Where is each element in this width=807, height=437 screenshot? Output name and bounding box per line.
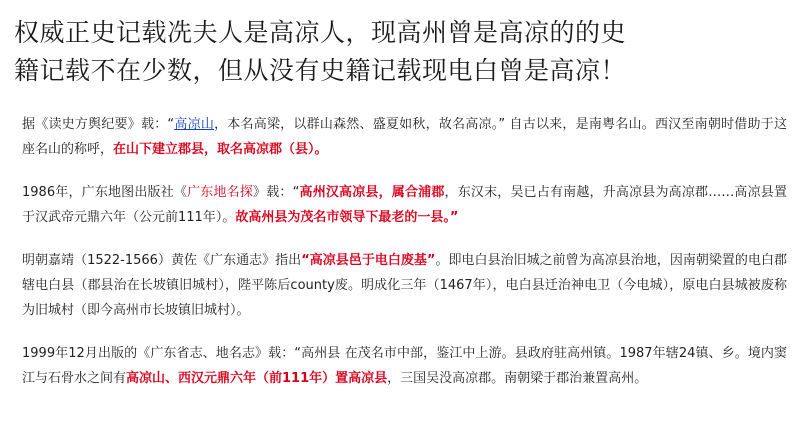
highlight-segment: 在山下建立郡县，取名高凉郡（县）。 xyxy=(113,142,328,157)
page-title-line-2: 籍记载不在少数，但从没有史籍记载现电白曾是高凉！ xyxy=(14,56,627,85)
text-segment: 高州。 xyxy=(608,371,648,386)
page-title-line-1: 权威正史记载冼夫人是高凉人，现高州曾是高凉的的史 xyxy=(14,18,627,47)
text-segment: 据《读史方舆纪要》载：“ xyxy=(22,117,175,132)
text-segment: （今电城），原电白县城被废称为旧城村（即今高州市长坡镇旧城村）。 xyxy=(22,278,787,318)
highlight-segment: “高凉县邑于电白废基” xyxy=(301,253,436,268)
text-segment: 明朝嘉靖（1522-1566）黄佐《广东通志》指出 xyxy=(22,253,302,268)
text-segment: ，三国吴没高凉郡。南朝梁于郡治兼置 xyxy=(387,371,609,386)
page-title xyxy=(14,14,795,90)
highlight-segment: 故高州县为茂名市领导下最老的一县。” xyxy=(235,210,459,225)
text-segment: 》载：“ xyxy=(253,185,300,200)
paragraph-2 xyxy=(22,180,787,230)
text-segment: 郡……高凉县置于汉武帝元鼎六年（公元前111年）。 xyxy=(22,185,787,225)
link-gaoliangshan[interactable]: 高凉山 xyxy=(174,117,215,132)
highlight-segment: 置高凉县 xyxy=(335,371,388,386)
article-body xyxy=(12,112,795,391)
highlight-segment: 广东地名探 xyxy=(187,185,254,200)
text-segment: 镇、乡。境内窦江与石骨水之间有 xyxy=(22,346,787,386)
text-segment: 1986年，广东地图出版社《 xyxy=(22,185,188,200)
highlight-segment: 高凉山、西汉元鼎六年（前111年） xyxy=(126,371,336,386)
paragraph-4 xyxy=(22,341,787,391)
highlight-segment: 高州汉高凉县，属合浦郡 xyxy=(299,185,445,200)
text-segment: 朝梁置的电白郡辖电白县（郡县治在长坡镇旧城村），陛平陈后county废。明成化三年（1467年），电白县迁治神电卫 xyxy=(22,253,787,293)
paragraph-1 xyxy=(22,112,787,162)
text-segment: ，本名高梁，以群山森然、盛夏如秋，故名高凉。” 自古以来，是南粤名山。西汉至 xyxy=(214,117,695,132)
paragraph-3 xyxy=(22,248,787,323)
text-segment: 。即电白县治旧城之前曾为高凉县治地，因南 xyxy=(435,253,696,268)
text-segment: 1999年12月出版的《广东省志、地名志》载：“高州县 在茂名市中部，鉴江中上游。县政府驻高州镇。1987年辖24 xyxy=(22,346,696,361)
text-segment: ，东汉末，吴已占有南越，升高凉县为高凉 xyxy=(444,185,696,200)
text-segment: 南朝时借助于这座名山的称呼， xyxy=(22,117,787,157)
